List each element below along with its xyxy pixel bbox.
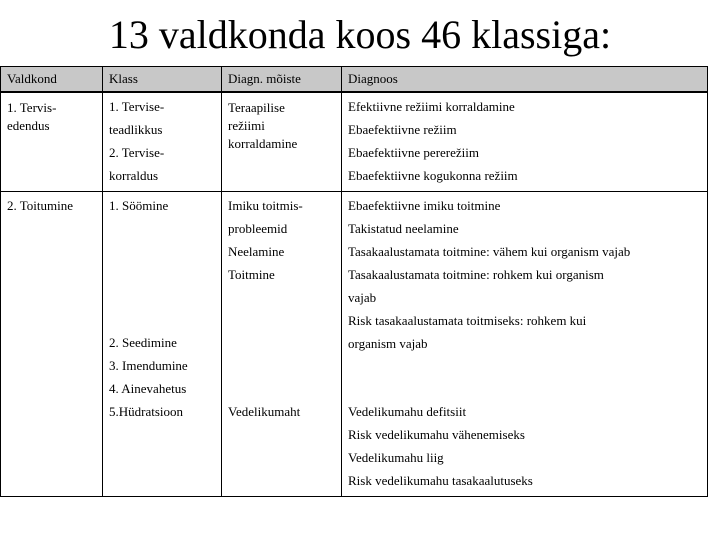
text-line: edendus — [7, 118, 50, 133]
row1-moiste — [222, 99, 340, 153]
text-line: vajab — [348, 290, 377, 305]
text-line: 2. Tervise- — [109, 145, 165, 160]
header-diagn-moiste: Diagn. mõiste — [228, 71, 301, 86]
text-line: Ebaefektiivne kogukonna režiim — [348, 168, 518, 183]
text-line: Risk vedelikumahu vähenemiseks — [348, 427, 525, 442]
header-diagnoos: Diagnoos — [348, 71, 398, 86]
text-line: 5.Hüdratsioon — [109, 404, 184, 419]
text-line: korraldamine — [228, 136, 298, 151]
text-line: režiimi — [228, 118, 265, 133]
header-klass: Klass — [109, 71, 138, 86]
text-line: Vedelikumahu defitsiit — [348, 404, 467, 419]
row1-diagnoos — [342, 95, 704, 187]
text-line: 2. Toitumine — [7, 198, 74, 213]
text-line: Tasakaalustamata toitmine: vähem kui organism vajab — [348, 244, 631, 259]
row2-diagnoos-a — [342, 194, 704, 355]
text-line: Neelamine — [228, 244, 285, 259]
text-line: 2. Seedimine — [109, 335, 177, 350]
text-line: 1. Söömine — [109, 198, 169, 213]
text-line: 4. Ainevahetus — [109, 381, 187, 396]
row2-klass-a — [103, 194, 221, 217]
text-line: organism vajab — [348, 336, 428, 351]
row-divider — [1, 191, 707, 192]
row2-moiste-b — [222, 400, 340, 423]
row2-klass-b — [103, 331, 221, 423]
text-line: Risk tasakaalustamata toitmiseks: rohkem kui — [348, 313, 587, 328]
classification-table — [0, 66, 708, 497]
row2-diagnoos-b — [342, 400, 704, 492]
row1-valdkond — [1, 99, 102, 135]
text-line: Teraapilise — [228, 100, 285, 115]
text-line: Imiku toitmis- — [228, 198, 303, 213]
row2-valdkond — [1, 194, 102, 217]
text-line: 1. Tervis- — [7, 100, 57, 115]
text-line: Ebaefektiivne režiim — [348, 122, 457, 137]
text-line: Tasakaalustamata toitmine: rohkem kui organism — [348, 267, 604, 282]
text-line: Efektiivne režiimi korraldamine — [348, 99, 515, 114]
table-header — [1, 67, 707, 93]
text-line: Toitmine — [228, 267, 275, 282]
row1-klass — [103, 95, 221, 187]
text-line: Ebaefektiivne imiku toitmine — [348, 198, 501, 213]
text-line: probleemid — [228, 221, 288, 236]
text-line: Risk vedelikumahu tasakaalutuseks — [348, 473, 533, 488]
text-line: 3. Imendumine — [109, 358, 188, 373]
text-line: teadlikkus — [109, 122, 163, 137]
text-line: 1. Tervise- — [109, 99, 165, 114]
text-line: Ebaefektiivne pererežiim — [348, 145, 480, 160]
text-line: Vedelikumahu liig — [348, 450, 444, 465]
slide-title: 13 valdkonda koos 46 klassiga: — [108, 12, 612, 57]
row2-moiste-a — [222, 194, 340, 286]
header-valdkond: Valdkond — [7, 71, 57, 86]
text-line: Vedelikumaht — [228, 404, 301, 419]
text-line: korraldus — [109, 168, 159, 183]
text-line: Takistatud neelamine — [348, 221, 459, 236]
